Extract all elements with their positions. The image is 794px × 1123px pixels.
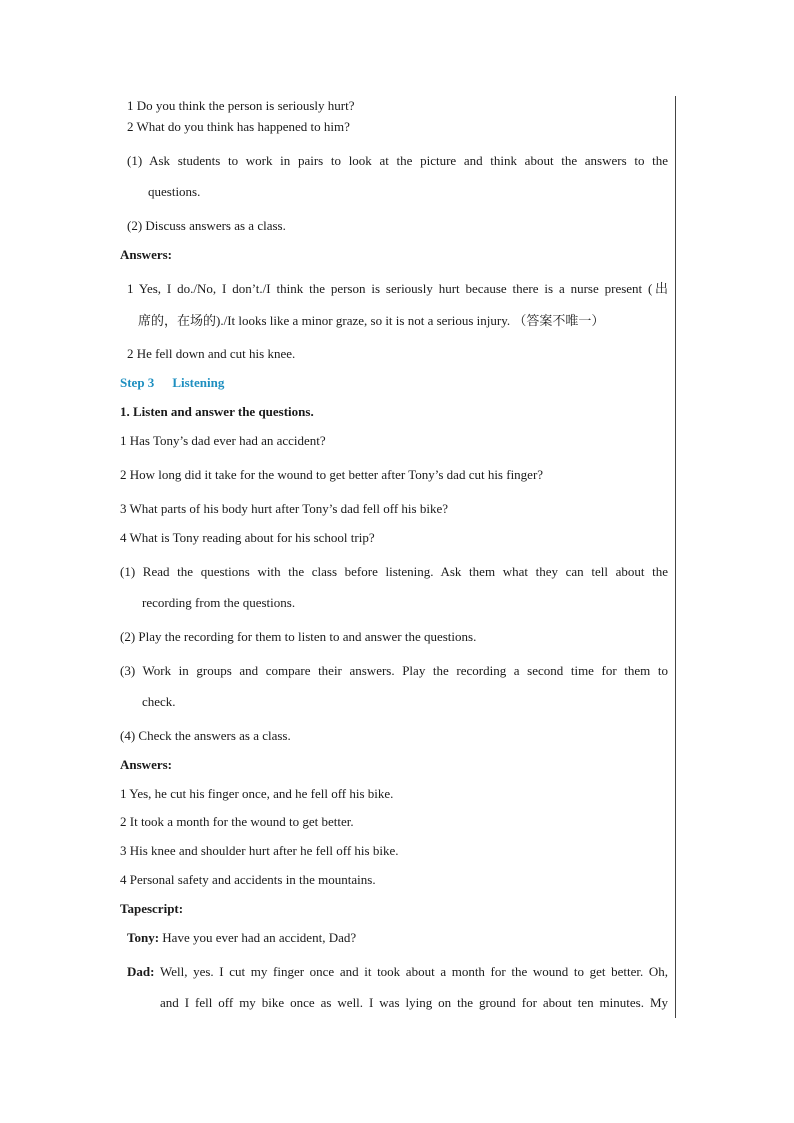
procedure-4: (4) Check the answers as a class. xyxy=(120,728,291,743)
procedure-1-line-1: (1) Read the questions with the class before listening. Ask them what they can tell about the xyxy=(120,564,668,579)
dad-line-1: Well, yes. I cut my finger once and it took about a month for the wound to get better. Oh, xyxy=(160,964,668,979)
answers-heading-1: Answers: xyxy=(120,247,172,262)
step-3-heading xyxy=(120,375,224,391)
listening-question-3: 3 What parts of his body hurt after Tony’s dad fell off his bike? xyxy=(120,501,448,516)
listen-heading: 1. Listen and answer the questions. xyxy=(120,404,314,419)
procedure-1-line-2: recording from the questions. xyxy=(142,595,296,610)
procedure-3-line-1: (3) Work in groups and compare their answers. Play the recording a second time for them to xyxy=(120,663,668,678)
dialogue-tony xyxy=(127,930,356,946)
table-right-border xyxy=(675,96,676,1018)
dad-line-2: and I fell off my bike once as well. I was lying on the ground for about ten minutes. My xyxy=(160,995,668,1010)
tony-line: Have you ever had an accident, Dad? xyxy=(162,930,357,945)
listening-answer-3: 3 His knee and shoulder hurt after he fell off his bike. xyxy=(120,843,399,858)
speaker-dad: Dad: xyxy=(127,964,155,979)
procedure-2: (2) Play the recording for them to listen to and answer the questions. xyxy=(120,629,477,644)
question-1: 1 Do you think the person is seriously hurt? xyxy=(127,98,355,113)
question-2: 2 What do you think has happened to him? xyxy=(127,119,350,134)
step-3-title: Listening xyxy=(172,375,225,390)
step-3-label: Step 3 xyxy=(120,375,155,390)
instruction-1-line-1: (1) Ask students to work in pairs to look at the picture and think about the answers to the xyxy=(127,153,668,168)
tapescript-heading: Tapescript: xyxy=(120,901,184,916)
listening-question-2: 2 How long did it take for the wound to get better after Tony’s dad cut his finger? xyxy=(120,467,544,482)
speaker-tony: Tony: xyxy=(127,930,160,945)
answer-2: 2 He fell down and cut his knee. xyxy=(127,346,296,361)
listening-answer-2: 2 It took a month for the wound to get better. xyxy=(120,814,354,829)
instruction-1-line-2: questions. xyxy=(148,184,201,199)
listening-question-4: 4 What is Tony reading about for his school trip? xyxy=(120,530,375,545)
answer-1-line-1: 1 Yes, I do./No, I don’t./I think the person is seriously hurt because there is a nurse present (出 xyxy=(127,281,668,296)
procedure-3-line-2: check. xyxy=(142,694,176,709)
instruction-2: (2) Discuss answers as a class. xyxy=(127,218,286,233)
listening-answer-1: 1 Yes, he cut his finger once, and he fell off his bike. xyxy=(120,786,394,801)
listening-answer-4: 4 Personal safety and accidents in the mountains. xyxy=(120,872,376,887)
answer-1-line-2: 席的，在场的)./It looks like a minor graze, so it is not a serious injury. （答案不唯一） xyxy=(138,313,605,328)
answers-heading-2: Answers: xyxy=(120,757,172,772)
listening-question-1: 1 Has Tony’s dad ever had an accident? xyxy=(120,433,326,448)
